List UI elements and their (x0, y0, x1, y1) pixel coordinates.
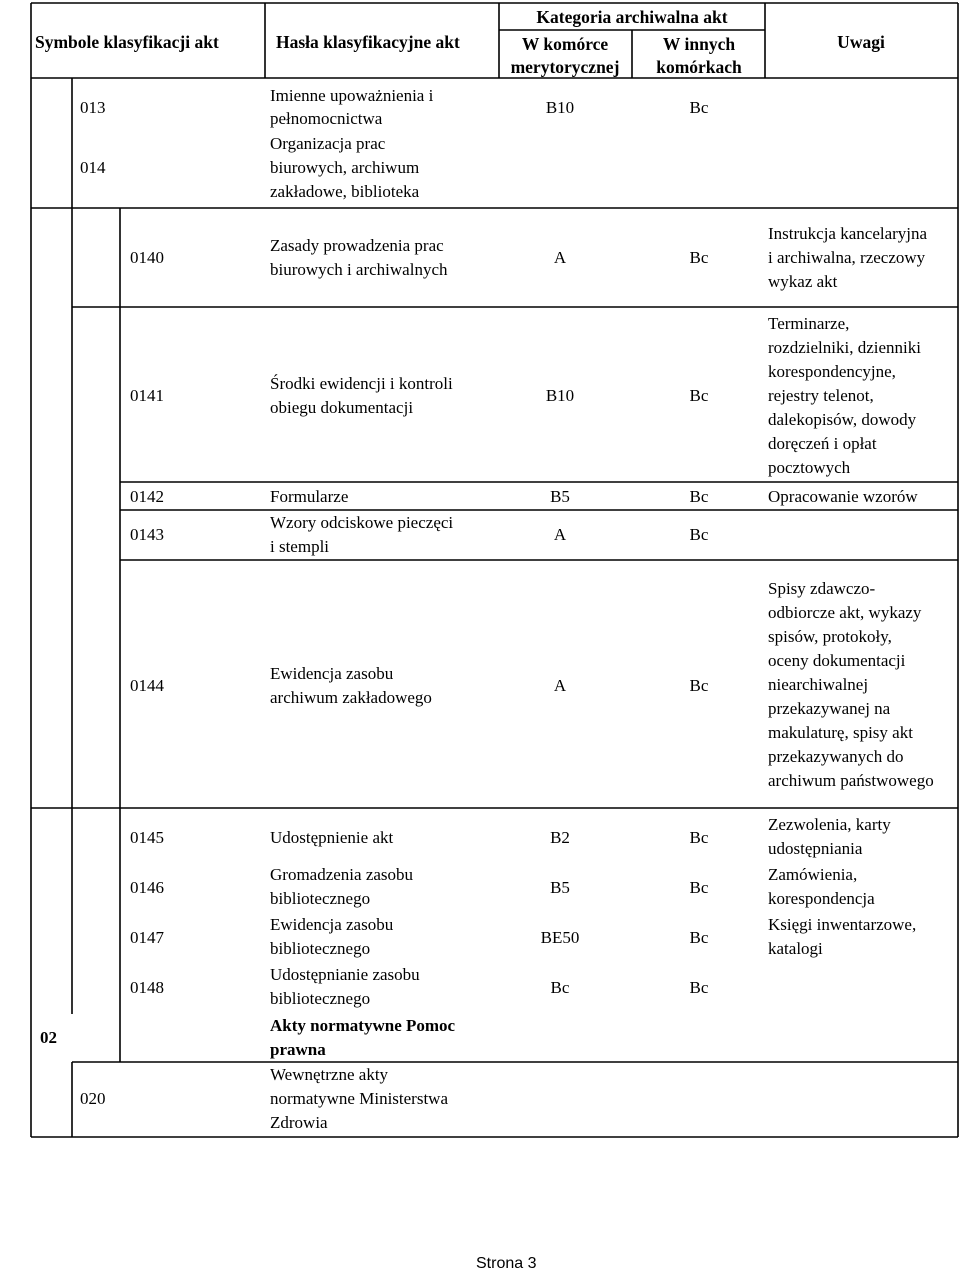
row-02-name-1: Akty normatywne Pomoc (270, 1016, 456, 1035)
row-0141-notes-3: korespondencyjne, (768, 362, 896, 381)
row-02-code: 02 (40, 1028, 57, 1047)
row-0147-code: 0147 (130, 928, 164, 947)
row-020-code: 020 (80, 1089, 106, 1108)
row-0140-name-1: Zasady prowadzenia prac (270, 236, 444, 255)
row-0146-notes-2: korespondencja (768, 889, 875, 908)
row-0142-notes: Opracowanie wzorów (768, 487, 918, 506)
row-0147-merit: BE50 (540, 928, 580, 947)
row-0141-name-2: obiegu dokumentacji (270, 398, 414, 417)
row-0140-merit: A (553, 248, 567, 267)
row-0144-notes-8: przekazywanych do (768, 747, 904, 766)
header-merit-line2: merytorycznej (510, 57, 620, 77)
row-0140-notes-2: i archiwalna, rzeczowy (768, 248, 926, 267)
row-0141-merit: B10 (545, 386, 575, 405)
row-0147-name-2: bibliotecznego (270, 939, 371, 958)
row-0148-name-2: bibliotecznego (270, 989, 371, 1008)
row-0140-other: Bc (689, 248, 709, 267)
row-0147-other: Bc (689, 928, 709, 947)
row-0144-other: Bc (689, 676, 709, 695)
row-0142-merit: B5 (550, 487, 570, 506)
row-0141-notes-4: rejestry telenot, (768, 386, 874, 405)
row-0144-notes-5: niearchiwalnej (768, 675, 869, 694)
row-0148-other: Bc (689, 978, 709, 997)
row-0143-code: 0143 (130, 525, 164, 544)
header-category: Kategoria archiwalna akt (536, 7, 728, 27)
row-0143-name-2: i stempli (270, 537, 330, 556)
row-0148-merit: Bc (550, 978, 570, 997)
row-0144-notes-7: makulaturę, spisy akt (768, 723, 913, 742)
header-other-line1: W innych (662, 34, 736, 54)
row-013-name-2: pełnomocnictwa (270, 109, 383, 128)
row-020-name-1: Wewnętrzne akty (270, 1065, 389, 1084)
row-0148-name-1: Udostępnianie zasobu (270, 965, 420, 984)
row-0145-merit: B2 (550, 828, 570, 847)
row-0144-merit: A (553, 676, 567, 695)
row-013-name-1: Imienne upoważnienia i (270, 86, 434, 105)
row-0142-code: 0142 (130, 487, 164, 506)
header-notes: Uwagi (837, 32, 885, 52)
row-0141-other: Bc (689, 386, 709, 405)
row-0140-name-2: biurowych i archiwalnych (270, 260, 448, 279)
row-014-name-3: zakładowe, biblioteka (270, 182, 420, 201)
row-0144-code: 0144 (130, 676, 164, 695)
row-0141-notes-1: Terminarze, (768, 314, 850, 333)
row-0145-notes-2: udostępniania (768, 839, 863, 858)
row-0144-notes-6: przekazywanej na (768, 699, 891, 718)
header-merit-line1: W komórce (521, 34, 609, 54)
row-0147-name-1: Ewidencja zasobu (270, 915, 394, 934)
row-020-name-2: normatywne Ministerstwa (270, 1089, 448, 1108)
row-0140-code: 0140 (130, 248, 164, 267)
header-symbols: Symbole klasyfikacji akt (35, 32, 219, 52)
row-020-name-3: Zdrowia (270, 1113, 328, 1132)
row-0146-merit: B5 (550, 878, 570, 897)
row-0140-notes-3: wykaz akt (768, 272, 838, 291)
row-0141-notes-2: rozdzielniki, dzienniki (768, 338, 921, 357)
row-0146-other: Bc (689, 878, 709, 897)
row-0146-name-2: bibliotecznego (270, 889, 371, 908)
row-0143-merit: A (553, 525, 567, 544)
row-013-014-other: Bc (689, 98, 709, 117)
row-014-name-2: biurowych, archiwum (270, 158, 420, 177)
row-0147-notes-1: Księgi inwentarzowe, (768, 915, 917, 934)
row-0144-notes-9: archiwum państwowego (768, 771, 934, 790)
row-014-name-1: Organizacja prac (270, 134, 386, 153)
row-0148-code: 0148 (130, 978, 164, 997)
row-0141-notes-6: doręczeń i opłat (768, 434, 877, 453)
row-0146-code: 0146 (130, 878, 164, 897)
row-0144-notes-3: spisów, protokoły, (768, 627, 892, 646)
row-0145-other: Bc (689, 828, 709, 847)
row-0144-name-2: archiwum zakładowego (270, 688, 432, 707)
row-0141-code: 0141 (130, 386, 164, 405)
header-other-line2: komórkach (656, 57, 742, 77)
row-0147-notes-2: katalogi (768, 939, 823, 958)
row-02-name-2: prawna (270, 1040, 326, 1059)
row-013-014-merit: B10 (545, 98, 575, 117)
page-number: Strona 3 (476, 1255, 537, 1272)
row-0145-notes-1: Zezwolenia, karty (768, 815, 891, 834)
row-0144-name-1: Ewidencja zasobu (270, 664, 394, 683)
row-0145-code: 0145 (130, 828, 164, 847)
row-0145-name: Udostępnienie akt (270, 828, 394, 847)
row-0146-notes-1: Zamówienia, (768, 865, 858, 884)
row-0142-other: Bc (689, 487, 709, 506)
row-0141-notes-5: dalekopisów, dowody (768, 410, 917, 429)
row-0142-name: Formularze (270, 487, 349, 506)
row-013-code: 013 (80, 98, 106, 117)
row-0144-notes-2: odbiorcze akt, wykazy (768, 603, 922, 622)
row-0140-notes-1: Instrukcja kancelaryjna (768, 224, 928, 243)
row-014-code: 014 (80, 158, 106, 177)
row-0146-name-1: Gromadzenia zasobu (270, 865, 414, 884)
header-keywords: Hasła klasyfikacyjne akt (276, 32, 460, 52)
row-0141-name-1: Środki ewidencji i kontroli (270, 374, 453, 393)
row-0141-notes-7: pocztowych (768, 458, 851, 477)
row-0143-other: Bc (689, 525, 709, 544)
row-0143-name-1: Wzory odciskowe pieczęci (270, 513, 454, 532)
row-0144-notes-1: Spisy zdawczo- (768, 579, 876, 598)
row-0144-notes-4: oceny dokumentacji (768, 651, 906, 670)
